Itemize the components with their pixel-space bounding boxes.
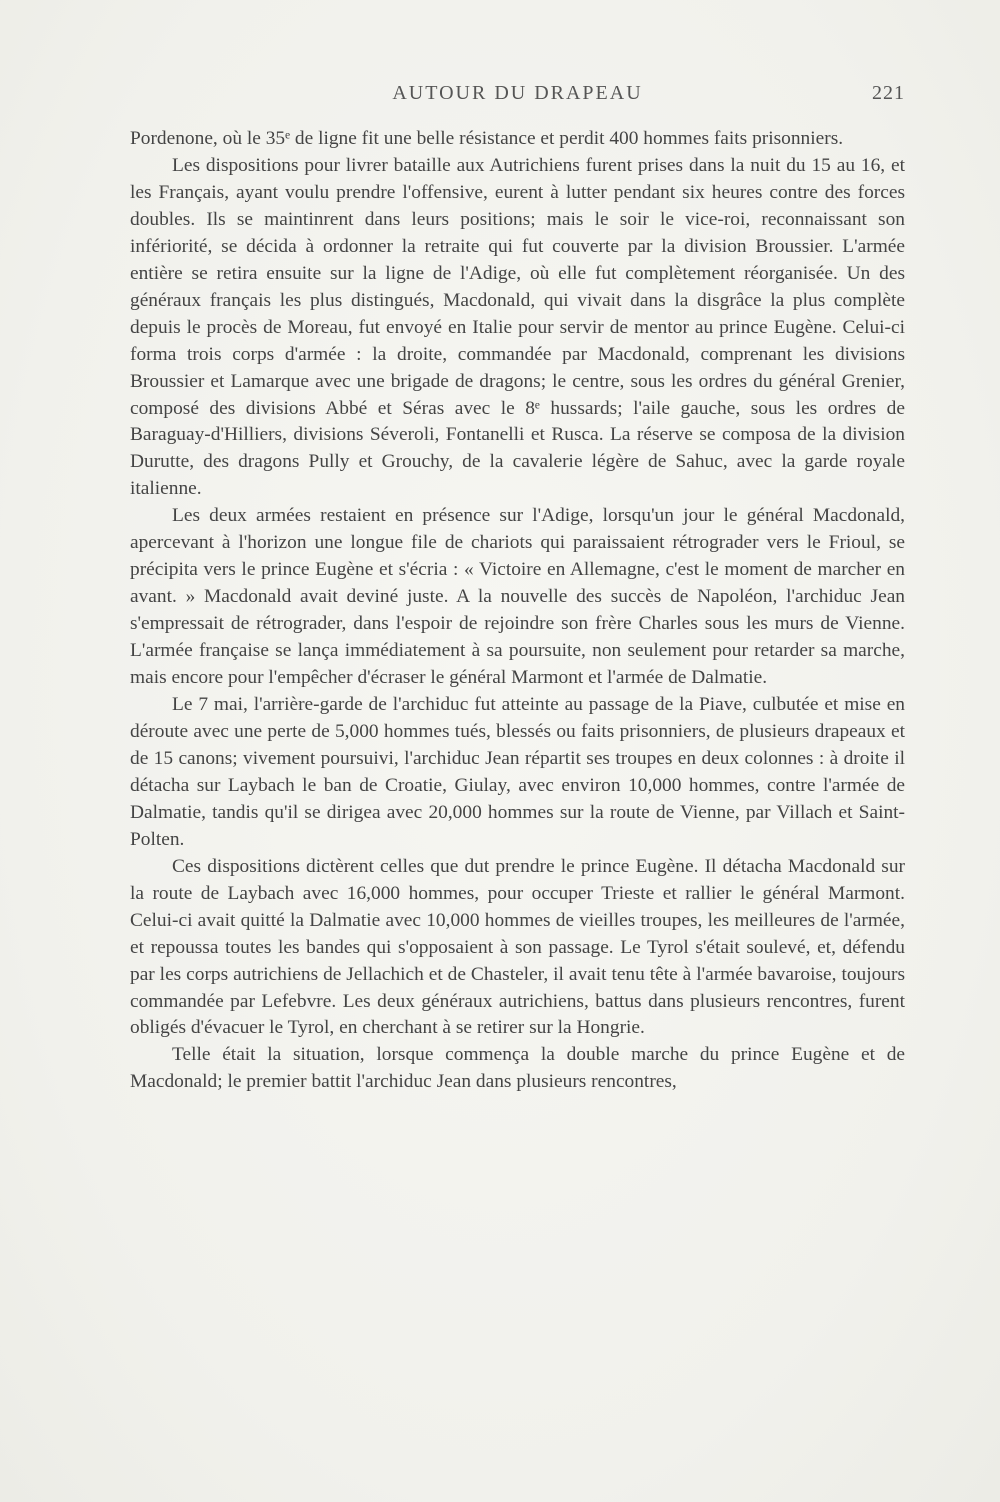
paragraph-5: Ces dispositions dictèrent celles que dut prendre le prince Eugène. Il détacha Macdonald sur la route de Laybach avec 16,000 hommes, pour occuper Trieste et rallier le général Marmont. Celui-ci avait quitté la Dalmatie avec 10,000 hommes de vieilles troupes, les meilleures de l'armée, et repoussa toutes les bandes qui s'opposaient à son passage. Le Tyrol s'était soulevé, et, défendu par les corps autrichiens de Jellachich et de Chasteler, il avait tenu tête à l'armée bavaroise, toujours commandée par Lefebvre. Les deux généraux autrichiens, battus dans plusieurs rencontres, furent obligés d'évacuer le Tyrol, en cherchant à se retirer sur la Hongrie. (130, 855, 905, 1039)
paragraph-6: Telle était la situation, lorsque commença la double marche du prince Eugène et de Macdonald; le premier battit l'archiduc Jean dans plusieurs rencontres, (130, 1044, 905, 1093)
page-number: 221 (872, 82, 905, 104)
paragraph-3: Les deux armées restaient en présence sur l'Adige, lorsqu'un jour le général Macdonald, apercevant à l'horizon une longue file de chariots qui paraissaient rétrograder vers le Frioul, se précipita vers le prince Eugène et s'écria : « Victoire en Allemagne, c'est le moment de marcher en avant. » Macdonald avait deviné juste. A la nouvelle des succès de Napoléon, l'archiduc Jean s'empressait de rétrograder, dans l'espoir de rejoindre son frère Charles sous les murs de Vienne. L'armée française se lança immédiatement à sa poursuite, non seulement pour retarder sa marche, mais encore pour l'empêcher d'écraser le général Marmont et l'armée de Dalmatie. (130, 505, 905, 689)
body-text (130, 126, 905, 1096)
paragraph-1: Pordenone, où le 35ᵉ de ligne fit une belle résistance et perdit 400 hommes faits prisonniers. (130, 128, 844, 149)
running-title: AUTOUR DU DRAPEAU (392, 82, 643, 104)
paragraph-4: Le 7 mai, l'arrière-garde de l'archiduc fut atteinte au passage de la Piave, culbutée et mise en déroute avec une perte de 5,000 hommes tués, blessés ou faits prisonniers, de plusieurs drapeaux et de 15 canons; vivement poursuivi, l'archiduc Jean répartit ses troupes en deux colonnes : à droite il détacha sur Laybach le ban de Croatie, Giulay, avec environ 10,000 hommes, contre l'armée de Dalmatie, tandis qu'il se dirigea avec 20,000 hommes sur la route de Vienne, par Villach et Saint-Polten. (130, 694, 905, 850)
paragraph-2: Les dispositions pour livrer bataille aux Autrichiens furent prises dans la nuit du 15 au 16, et les Français, ayant voulu prendre l'offensive, eurent à lutter pendant six heures contre des forces doubles. Ils se maintinrent dans leurs positions; mais le soir le vice-roi, reconnaissant son infériorité, se décida à ordonner la retraite qui fut couverte par la division Broussier. L'armée entière se retira ensuite sur la ligne de l'Adige, où elle fut complètement réorganisée. Un des généraux français les plus distingués, Macdonald, qui vivait dans la disgrâce la plus complète depuis le procès de Moreau, fut envoyé en Italie pour servir de mentor au prince Eugène. Celui-ci forma trois corps d'armée : la droite, commandée par Macdonald, comprenant les divisions Broussier et Lamarque avec une brigade de dragons; le centre, sous les ordres du général Grenier, composé des divisions Abbé et Séras avec le 8ᵉ hussards; l'aile gauche, sous les ordres de Baraguay-d'Hilliers, divisions Séveroli, Fontanelli et Rusca. La réserve se composa de la division Durutte, des dragons Pully et Grouchy, de la cavalerie légère de Sahuc, avec la garde royale italienne. (130, 154, 905, 500)
page-header (130, 82, 905, 106)
